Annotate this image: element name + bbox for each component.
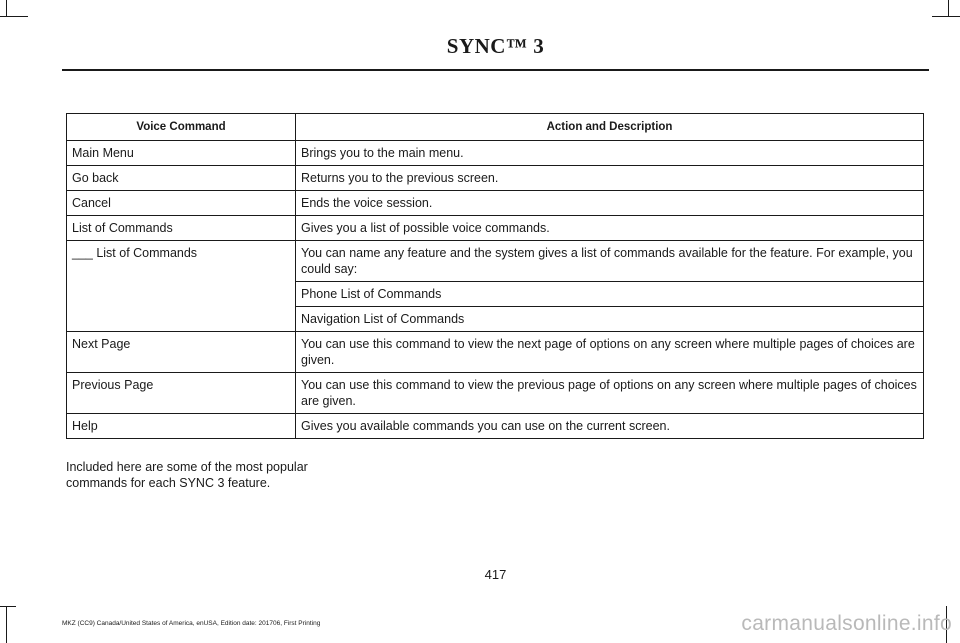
table-row [67, 373, 924, 414]
watermark: carmanualsonline.info [741, 612, 952, 635]
crop-mark-top-right-v [948, 0, 949, 16]
table-row [67, 141, 924, 166]
command-cell: Go back [67, 166, 296, 191]
footer-edition-info: MKZ (CC9) Canada/United States of America, enUSA, Edition date: 201706, First Printing [62, 620, 321, 627]
description-cell: You can name any feature and the system gives a list of commands available for the feature. For example, you could say: [296, 241, 924, 282]
crop-mark-bottom-left-v [6, 606, 7, 643]
voice-command-table [66, 113, 924, 439]
command-cell: Main Menu [67, 141, 296, 166]
table-row [67, 191, 924, 216]
command-cell: ___ List of Commands [67, 241, 296, 332]
description-cell: Ends the voice session. [296, 191, 924, 216]
description-cell: You can use this command to view the previous page of options on any screen where multiple pages of choices are given. [296, 373, 924, 414]
command-cell: List of Commands [67, 216, 296, 241]
column-header-action-description: Action and Description [296, 114, 924, 141]
page-number: 417 [484, 567, 507, 582]
command-cell: Previous Page [67, 373, 296, 414]
table-header-row [67, 114, 924, 141]
table-row [67, 332, 924, 373]
description-cell: Gives you available commands you can use on the current screen. [296, 414, 924, 439]
example-cell: Phone List of Commands [296, 282, 924, 307]
description-cell: Brings you to the main menu. [296, 141, 924, 166]
command-cell: Cancel [67, 191, 296, 216]
example-cell: Navigation List of Commands [296, 307, 924, 332]
crop-mark-top-right-h [932, 16, 960, 17]
header-divider [62, 69, 929, 71]
description-cell: Returns you to the previous screen. [296, 166, 924, 191]
crop-mark-top-left-h [0, 16, 28, 17]
column-header-voice-command: Voice Command [67, 114, 296, 141]
command-cell: Next Page [67, 332, 296, 373]
description-cell: Gives you a list of possible voice commands. [296, 216, 924, 241]
page-title: SYNC™ 3 [446, 34, 545, 58]
table-row [67, 166, 924, 191]
crop-mark-bottom-left-h [0, 606, 16, 607]
command-cell: Help [67, 414, 296, 439]
description-cell: You can use this command to view the next page of options on any screen where multiple pages of choices are given. [296, 332, 924, 373]
table-row [67, 216, 924, 241]
table-row [67, 414, 924, 439]
crop-mark-top-left-v [6, 0, 7, 16]
intro-paragraph: Included here are some of the most popular commands for each SYNC 3 feature. [66, 460, 308, 490]
table-row [67, 241, 924, 282]
